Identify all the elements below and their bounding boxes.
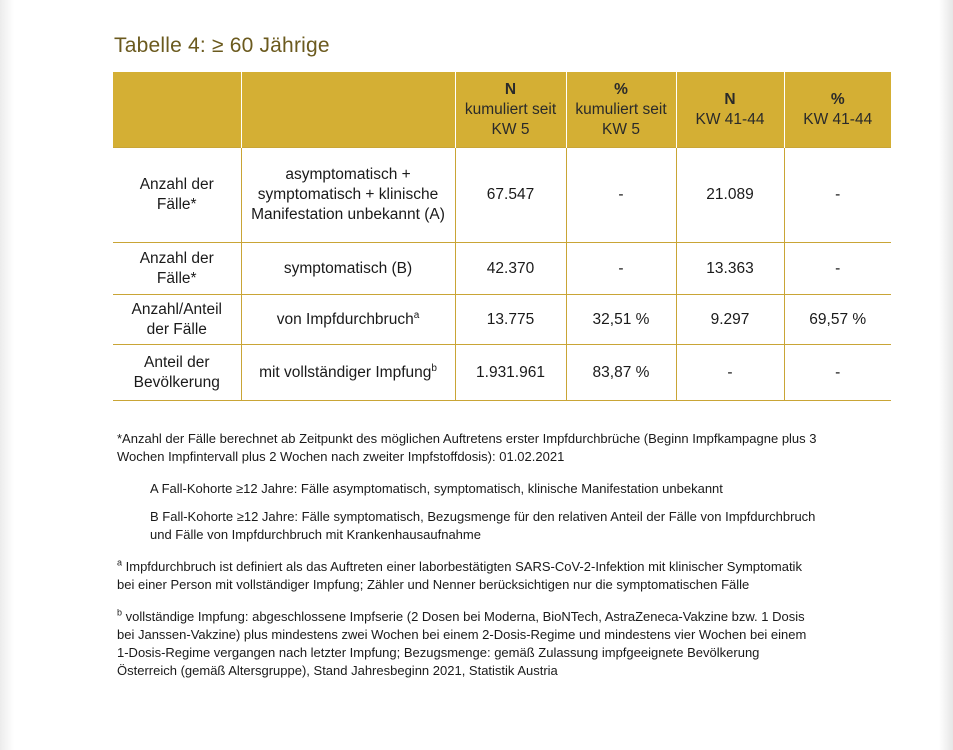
- cell-n-cumulative: 42.370: [455, 243, 566, 295]
- table-title: Tabelle 4: ≥ 60 Jährige: [114, 34, 330, 57]
- row-label: Anzahl der Fälle*: [113, 148, 241, 243]
- footnotes: [117, 430, 817, 680]
- header-pct-cum-sub: kumuliert seit KW 5: [575, 100, 667, 138]
- header-cell-pct-cumulative: [566, 72, 676, 148]
- cell-n-cumulative: 1.931.961: [455, 345, 566, 401]
- cell-n-cumulative: 13.775: [455, 295, 566, 345]
- cell-n-kw: -: [676, 345, 784, 401]
- row-label: Anzahl/Anteil der Fälle: [113, 295, 241, 345]
- row-description: symptomatisch (B): [241, 243, 455, 295]
- cohort-a-note: A Fall-Kohorte ≥12 Jahre: Fälle asymptomatisch, symptomatisch, klinische Manifestation unbekannt: [150, 481, 723, 496]
- cell-pct-cumulative: 83,87 %: [566, 345, 676, 401]
- header-cell-n-kw: [676, 72, 784, 148]
- header-cell-n-cumulative: [455, 72, 566, 148]
- header-cell-pct-kw: [784, 72, 891, 148]
- header-cell-desc: [241, 72, 455, 148]
- table-row: [113, 243, 891, 295]
- header-n-cum-symbol: N: [504, 80, 517, 98]
- table-row: [113, 148, 891, 243]
- row-description: asymptomatisch + symptomatisch + klinische Manifestation unbekannt (A): [241, 148, 455, 243]
- footnote-a: $^a$ Impfdurchbruch ist definiert als das Auftreten einer laborbestätigten SARS-CoV-2-Infektion mit klinischer Symptomatik bei einer Person mit vollständiger Impfung; Zähler und Nenner berücksichtigen nur die symptomatischen Fälle: [117, 557, 802, 592]
- page-edge-shadow-right: [939, 0, 953, 750]
- cell-pct-cumulative: -: [566, 243, 676, 295]
- table-row: [113, 295, 891, 345]
- cell-pct-kw: -: [784, 148, 891, 243]
- header-n-cum-sub: kumuliert seit KW 5: [464, 100, 557, 138]
- cell-pct-kw: -: [784, 243, 891, 295]
- row-description: von Impfdurchbruch$^a$: [241, 295, 455, 345]
- header-pct-cum-symbol: %: [614, 80, 628, 98]
- header-pct-kw-symbol: %: [830, 90, 845, 108]
- header-n-kw-sub: KW 41-44: [695, 110, 765, 128]
- cell-pct-kw: -: [784, 345, 891, 401]
- row-label: Anzahl der Fälle*: [113, 243, 241, 295]
- cell-n-kw: 21.089: [676, 148, 784, 243]
- data-table: [113, 72, 891, 401]
- row-description: mit vollständiger Impfung$^b$: [241, 345, 455, 401]
- footnote-b: $^b$ vollständige Impfung: abgeschlossene Impfserie (2 Dosen bei Moderna, BioNTech, AstraZeneca-Vakzine bzw. 1 Dosis bei Janssen-Vakzine) plus mindestens zwei Wochen bei einem 2-Dosis-Regime und mindestens vier Wochen bei einem 1-Dosis-Regime vergangen nach letzter Impfung; Bezugsmenge: gemäß Zulassung impfgeeignete Bevölkerung Österreich (gemäß Altersgruppe), Stand Jahresbeginn 2021, Statistik Austria: [117, 607, 807, 678]
- footnote-asterisk: *Anzahl der Fälle berechnet ab Zeitpunkt des möglichen Auftretens erster Impfdurchbrüche (Beginn Impfkampagne plus 3 Wochen Impfintervall plus 2 Wochen nach zweiter Impfstoffdosis): 01.02.2021: [117, 431, 817, 464]
- header-row: [113, 72, 891, 148]
- cell-n-cumulative: 67.547: [455, 148, 566, 243]
- cell-pct-kw: 69,57 %: [784, 295, 891, 345]
- header-cell-label: [113, 72, 241, 148]
- table-row: [113, 345, 891, 401]
- cell-pct-cumulative: 32,51 %: [566, 295, 676, 345]
- header-pct-kw-sub: KW 41-44: [803, 110, 873, 128]
- cohort-b-note: B Fall-Kohorte ≥12 Jahre: Fälle symptomatisch, Bezugsmenge für den relativen Anteil der Fälle von Impfdurchbruch und Fälle von Impfdurchbruch mit Krankenhausaufnahme: [150, 509, 816, 542]
- cell-n-kw: 9.297: [676, 295, 784, 345]
- row-label: Anteil der Bevölkerung: [113, 345, 241, 401]
- header-n-kw-symbol: N: [724, 90, 736, 108]
- cell-n-kw: 13.363: [676, 243, 784, 295]
- cell-pct-cumulative: -: [566, 148, 676, 243]
- page-edge-shadow-left: [0, 0, 14, 750]
